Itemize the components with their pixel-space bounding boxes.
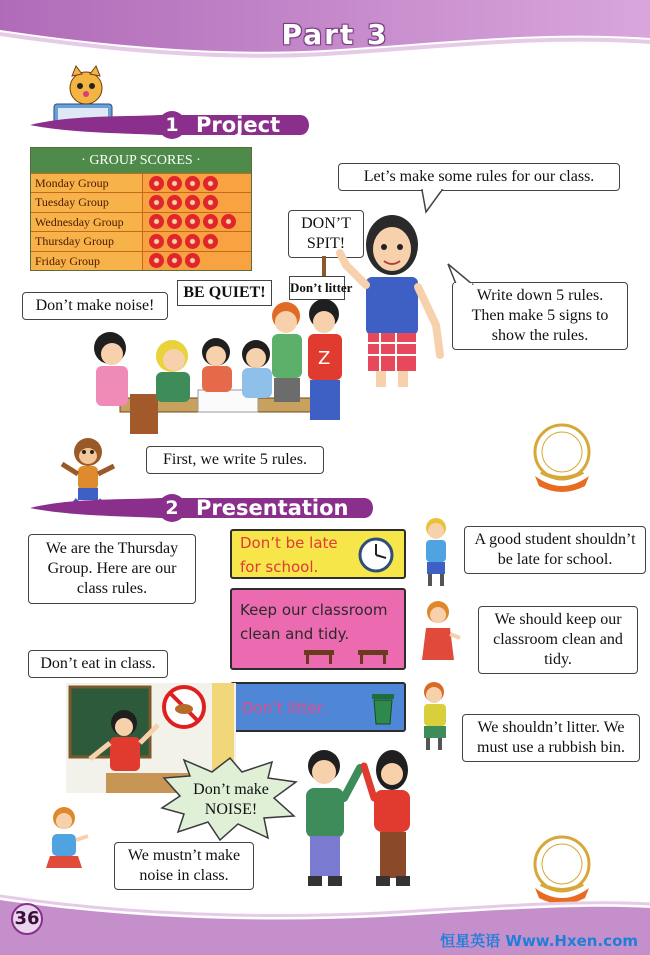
- boy-student-illustration: [414, 680, 458, 752]
- section-number: 1: [158, 111, 186, 139]
- flower-score: [143, 213, 251, 231]
- section-number: 2: [158, 494, 186, 522]
- group-assessment-badge: [527, 420, 597, 492]
- flower-icon: [149, 253, 164, 268]
- group-score-row: [31, 192, 251, 211]
- site-watermark: 恒星英语 Www.Hxen.com: [440, 932, 638, 950]
- flower-icon: [167, 234, 182, 249]
- flower-icon: [185, 253, 200, 268]
- rule-text: Don’t litter.: [242, 699, 327, 717]
- rule-text: Don’t be late for school.: [240, 534, 338, 576]
- section-label: Presentation: [196, 496, 349, 520]
- group-score-row: [31, 251, 251, 270]
- flower-icon: [203, 234, 218, 249]
- flower-score: [143, 252, 251, 270]
- group-scores-rows: [31, 173, 251, 270]
- group-name: Wednesday Group: [31, 213, 143, 231]
- section-label: Project: [196, 113, 281, 137]
- write-rules-speech-bubble: Write down 5 rules. Then make 5 signs to show the rules.: [452, 282, 628, 350]
- group-score-row: [31, 231, 251, 250]
- group-score-row: [31, 173, 251, 192]
- rule-text: Keep our classroom clean and tidy.: [240, 601, 388, 643]
- flower-icon: [167, 214, 182, 229]
- section-project-header: [30, 111, 315, 139]
- rule-card-keep-clean: [230, 588, 406, 670]
- dont-litter-sign: Don’t litter: [289, 276, 345, 300]
- children-group-illustration: [80, 298, 360, 438]
- girl-student-illustration: [416, 600, 464, 670]
- flower-icon: [185, 214, 200, 229]
- svg-text:Z: Z: [318, 348, 331, 369]
- section-presentation-header: [30, 494, 378, 522]
- dont-spit-sign: DON’T SPIT!: [288, 210, 364, 258]
- dont-make-noise-star-text: Don’t make NOISE!: [193, 781, 269, 818]
- flower-icon: [185, 234, 200, 249]
- flower-score: [143, 232, 251, 250]
- girl-student-illustration: [40, 806, 92, 876]
- dont-litter-speech-bubble: We shouldn’t litter. We must use a rubbish bin.: [462, 714, 640, 762]
- flower-icon: [149, 176, 164, 191]
- rule-card-dont-litter: [230, 682, 406, 732]
- desks-icon: [302, 648, 392, 666]
- flower-icon: [167, 176, 182, 191]
- flower-score: [143, 193, 251, 211]
- thursday-group-intro-bubble: We are the Thursday Group. Here are our class rules.: [28, 534, 196, 604]
- group-name: Thursday Group: [31, 232, 143, 250]
- group-name: Friday Group: [31, 252, 143, 270]
- flower-icon: [149, 195, 164, 210]
- two-students-illustration: [294, 748, 430, 893]
- flower-icon: [185, 176, 200, 191]
- dont-eat-speech-bubble: Don’t eat in class.: [28, 650, 168, 678]
- group-scores-title: · GROUP SCORES ·: [31, 148, 251, 173]
- flower-icon: [149, 234, 164, 249]
- page-number: 36: [11, 903, 43, 935]
- flower-icon: [221, 214, 236, 229]
- late-for-school-speech-bubble: A good student shouldn’t be late for school.: [464, 526, 646, 574]
- keep-clean-speech-bubble: We should keep our classroom clean and tidy.: [478, 606, 638, 674]
- dont-make-noise-speech-bubble: Don’t make noise!: [22, 292, 168, 320]
- flower-icon: [149, 214, 164, 229]
- boy-student-illustration: [416, 516, 456, 588]
- mustnt-make-noise-speech-bubble: We mustn’t make noise in class.: [114, 842, 254, 890]
- flower-icon: [203, 214, 218, 229]
- group-score-row: [31, 212, 251, 231]
- page-title: Part 3: [281, 18, 389, 51]
- group-name: Tuesday Group: [31, 193, 143, 211]
- group-scores-table: [30, 147, 252, 271]
- bubble-tail: [444, 262, 474, 286]
- rubbish-bin-icon: [370, 690, 396, 726]
- flower-icon: [167, 253, 182, 268]
- first-write-rules-speech-bubble: First, we write 5 rules.: [146, 446, 324, 474]
- flower-icon: [167, 195, 182, 210]
- group-name: Monday Group: [31, 174, 143, 192]
- flower-score: [143, 174, 251, 192]
- flower-icon: [203, 195, 218, 210]
- flower-icon: [185, 195, 200, 210]
- be-quiet-sign: BE QUIET!: [177, 280, 272, 306]
- rule-card-dont-be-late: [230, 529, 406, 579]
- flower-icon: [203, 176, 218, 191]
- clock-icon: [356, 536, 396, 574]
- teacher-speech-bubble: Let’s make some rules for our class.: [338, 163, 620, 191]
